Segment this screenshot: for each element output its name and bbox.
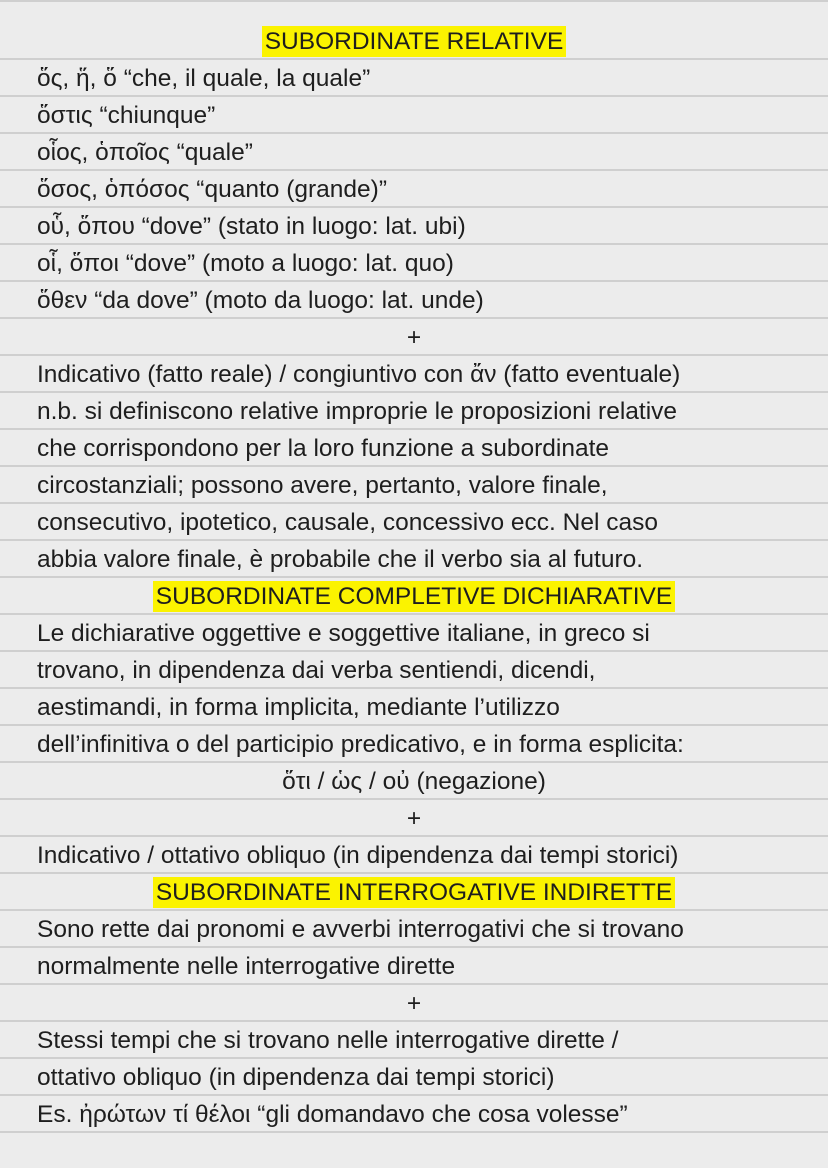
text-line: dell’infinitiva o del participio predicativo, e in forma esplicita: (37, 731, 684, 758)
text-line: οἷ, ὅποι “dove” (moto a luogo: lat. quo) (37, 250, 454, 277)
text-line: οὗ, ὅπου “dove” (stato in luogo: lat. ubi) (37, 213, 466, 240)
text-line: consecutivo, ipotetico, causale, concessivo ecc. Nel caso (37, 509, 658, 536)
text-line: ὅς, ἥ, ὅ “che, il quale, la quale” (37, 65, 371, 92)
text-line: Es. ἠρώτων τί θέλοι “gli domandavo che cosa volesse” (37, 1101, 628, 1128)
text-line: trovano, in dipendenza dai verba sentiendi, dicendi, (37, 657, 596, 684)
text-line: n.b. si definiscono relative improprie le proposizioni relative (37, 398, 678, 425)
notebook-page (0, 23, 828, 1133)
plus-sign: + (406, 324, 422, 351)
text-line: ὅστις “chiunque” (37, 102, 216, 129)
text-line: Indicativo (fatto reale) / congiuntivo con ἄν (fatto eventuale) (37, 361, 681, 388)
text-line: Indicativo / ottativo obliquo (in dipendenza dai tempi storici) (37, 842, 679, 869)
text-line: Le dichiarative oggettive e soggettive italiane, in greco si (37, 620, 650, 647)
section-heading (0, 23, 828, 60)
text-line: che corrispondono per la loro funzione a subordinate (37, 435, 610, 462)
text-line: ὅθεν “da dove” (moto da luogo: lat. unde) (37, 287, 484, 314)
text-line: Sono rette dai pronomi e avverbi interrogativi che si trovano (37, 916, 684, 943)
text-line: ὅσος, ὁπόσος “quanto (grande)” (37, 176, 387, 203)
section-heading (0, 578, 828, 615)
text-line: normalmente nelle interrogative dirette (37, 953, 456, 980)
heading-highlight: SUBORDINATE COMPLETIVE DICHIARATIVE (153, 581, 675, 612)
heading-highlight: SUBORDINATE RELATIVE (262, 26, 567, 57)
plus-sign: + (406, 805, 422, 832)
text-line: circostanziali; possono avere, pertanto, valore finale, (37, 472, 608, 499)
text-line: abbia valore finale, è probabile che il verbo sia al futuro. (37, 546, 644, 573)
text-line: οἷος, ὁποῖος “quale” (37, 139, 253, 166)
heading-highlight: SUBORDINATE INTERROGATIVE INDIRETTE (153, 877, 675, 908)
text-line: Stessi tempi che si trovano nelle interrogative dirette / (37, 1027, 619, 1054)
section-heading (0, 874, 828, 911)
plus-sign: + (406, 990, 422, 1017)
conjunction-line: ὅτι / ὡς / οὐ (negazione) (282, 768, 546, 795)
text-line: aestimandi, in forma implicita, mediante l’utilizzo (37, 694, 560, 721)
text-line: ottativo obliquo (in dipendenza dai tempi storici) (37, 1064, 555, 1091)
